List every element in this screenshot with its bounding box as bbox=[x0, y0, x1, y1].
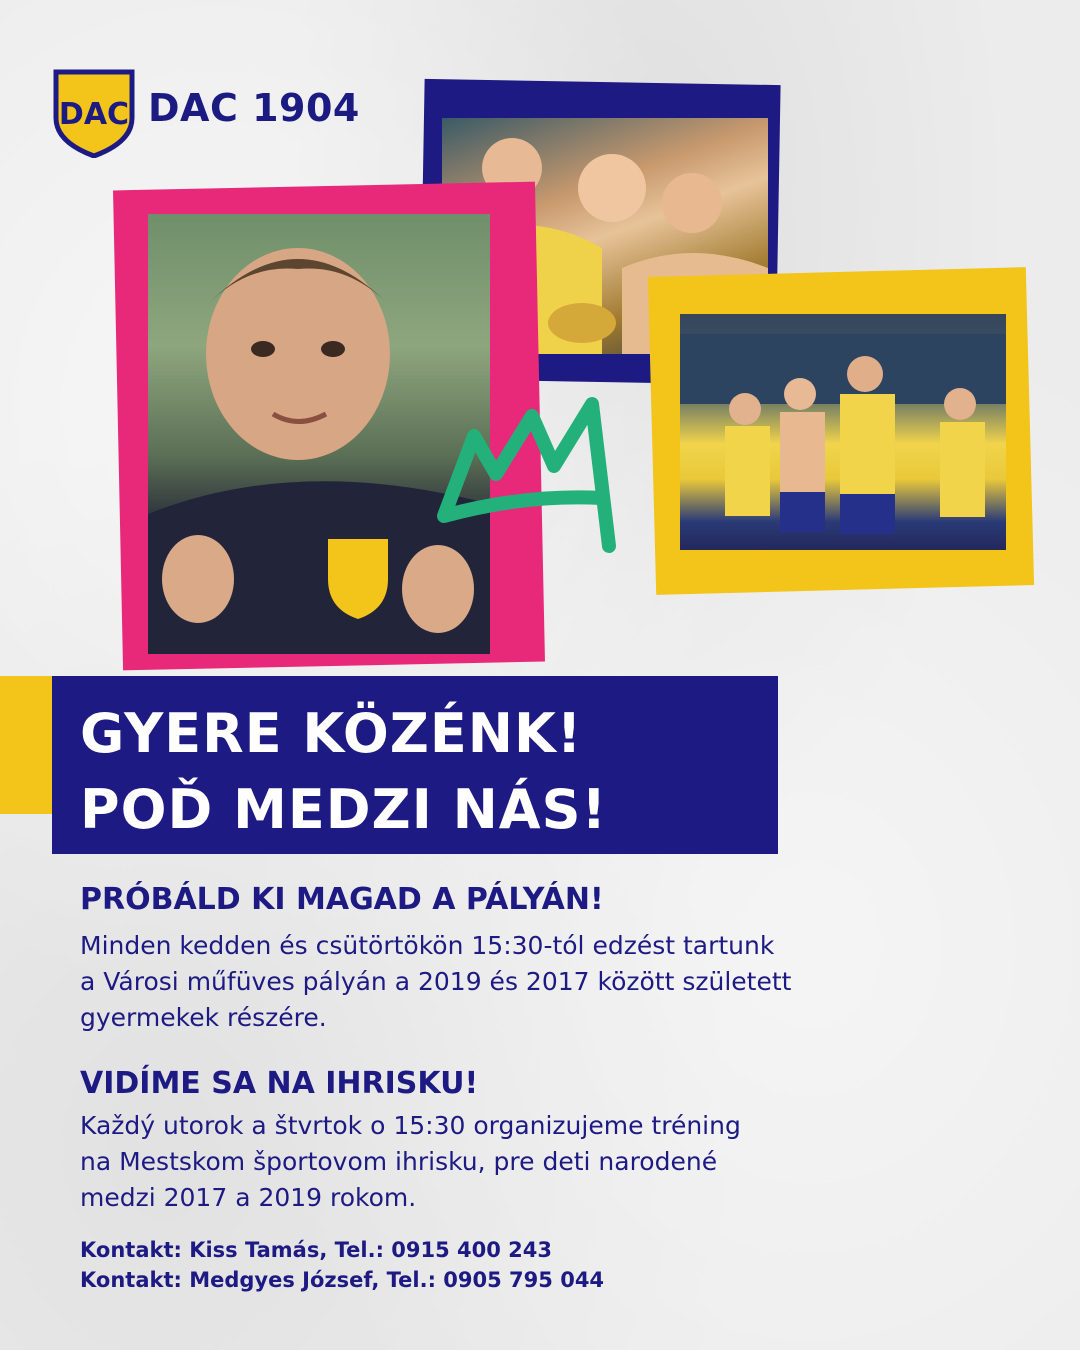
dac-shield-logo bbox=[52, 66, 136, 158]
heading-slovak: VIDÍME SA NA IHRISKU! bbox=[80, 1066, 479, 1101]
paragraph-line: gyermekek részére. bbox=[80, 1003, 327, 1032]
headline-accent-bar bbox=[0, 676, 52, 814]
headline-line-slovak: POĎ MEDZI NÁS! bbox=[80, 778, 608, 841]
crown-doodle-icon bbox=[434, 396, 634, 556]
paragraph-line: medzi 2017 a 2019 rokom. bbox=[80, 1183, 417, 1212]
logo-text: DAC bbox=[58, 97, 130, 132]
contact-line: Kontakt: Medgyes József, Tel.: 0905 795 044 bbox=[80, 1268, 605, 1292]
contact-line: Kontakt: Kiss Tamás, Tel.: 0915 400 243 bbox=[80, 1238, 553, 1262]
paragraph-line: a Városi műfüves pályán a 2019 és 2017 között született bbox=[80, 967, 792, 996]
heading-hungarian: PRÓBÁLD KI MAGAD A PÁLYÁN! bbox=[80, 882, 604, 917]
paragraph-line: Každý utorok a štvrtok o 15:30 organizujeme tréning bbox=[80, 1111, 741, 1140]
headline-line-hungarian: GYERE KÖZÉNK! bbox=[80, 702, 583, 765]
paragraph-slovak bbox=[80, 1108, 980, 1216]
brand-name: DAC 1904 bbox=[148, 86, 360, 130]
photo-team-celebrating bbox=[680, 314, 1006, 550]
paragraph-line: na Mestskom športovom ihrisku, pre deti narodené bbox=[80, 1147, 718, 1176]
paragraph-hungarian bbox=[80, 928, 980, 1036]
paragraph-line: Minden kedden és csütörtökön 15:30-tól edzést tartunk bbox=[80, 931, 775, 960]
